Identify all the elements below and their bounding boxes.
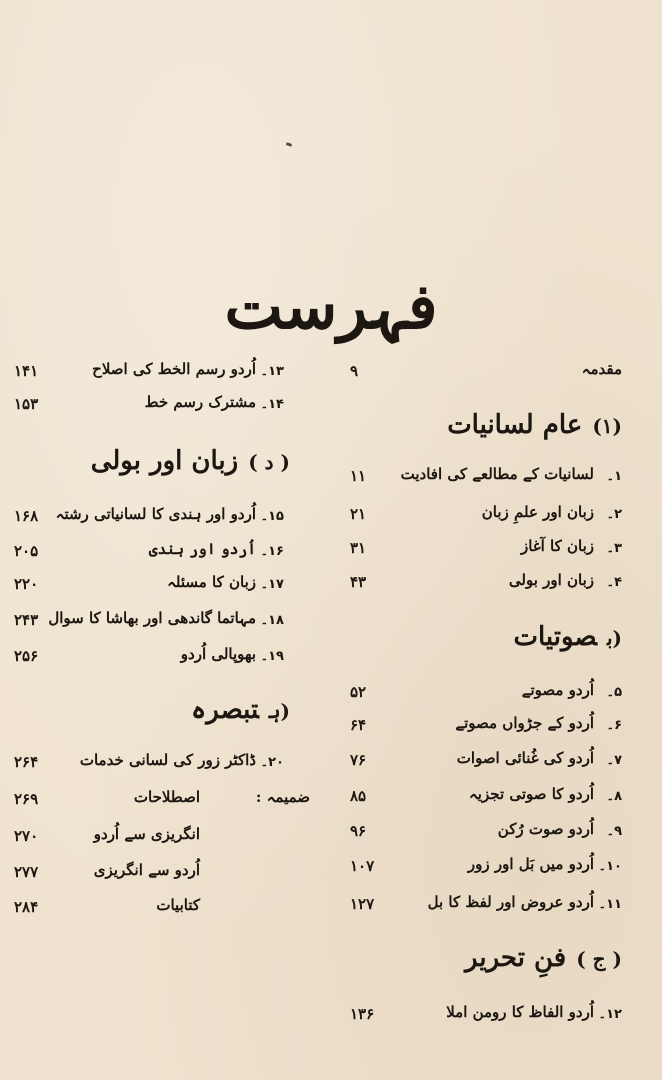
entry-page-number: ۱۲۷ [350,895,375,913]
entry-page-number: ۱۵۳ [14,395,39,413]
contents-entry [340,537,662,567]
section-heading [447,410,622,440]
entry-page-number: ۲۴۳ [14,611,39,629]
entry-number: ۵۔ [606,685,622,700]
section-letter: (ب [606,626,622,650]
contents-entry [340,820,662,850]
entry-title: زبان اور علمِ زبان [481,503,594,521]
section-title: زبان اور بولی [90,446,239,476]
contents-entry [340,465,662,495]
entry-number: ۸۔ [606,789,622,804]
entry-title: لسانیات کے مطالعے کی افادیت [400,465,594,483]
entry-number: ۳۔ [606,541,622,556]
contents-entry [340,503,662,533]
entry-page-number: ۲۶۴ [14,753,39,771]
entry-page-number: ۲۵۶ [14,647,39,665]
contents-entry [340,714,662,744]
entry-page-number: ۱۳۶ [350,1005,375,1023]
entry-number: ۱۔ [606,469,622,484]
contents-entry [340,893,662,923]
entry-page-number: ۲۷۰ [14,827,39,845]
entry-title: مہاتما گاندھی اور بھاشا کا سوال [48,609,256,627]
contents-entry [0,861,340,891]
entry-title: اُردو رسم الخط کی اصلاح [92,360,256,378]
entry-number: ۶۔ [606,718,622,733]
entry-title: اصطلاحات [133,788,200,806]
entry-page-number: ۵۲ [350,683,367,701]
section-letter: (ہ [268,699,290,723]
entry-title: زبان اور بولی [508,571,594,589]
appendix-label: ضمیمہ : [255,788,310,806]
contents-entry [340,1003,662,1033]
entry-title: اُردو کا صوتی تجزیہ [469,785,594,803]
section-heading [91,446,290,476]
section-letter: ( ج ) [576,947,622,971]
contents-entry [0,573,340,603]
entry-page-number: ۹ [350,362,359,380]
contents-entry [340,571,662,601]
entry-title: ڈاکٹر زور کی لسانی خدمات [79,751,256,769]
section-title: صوتیات [513,622,597,652]
section-title: فنِ تحریر [465,943,567,973]
entry-number: ۲۔ [606,507,622,522]
section-letter: (۱) [592,414,622,438]
entry-number: ۲۰۔ [260,755,284,770]
entry-page-number: ۲۰۵ [14,542,39,560]
entry-page-number: ۶۴ [350,716,367,734]
section-title: عام لسانیات [447,410,583,440]
entry-title: اُردو کی غُنائی اصوات [456,749,594,767]
contents-entry [340,749,662,779]
entry-title: اُردو عروض اور لفظ کا بل [427,893,594,911]
contents-entry [0,788,340,818]
section-heading [191,695,290,725]
entry-title: مقدمہ [581,360,622,378]
entry-number: ۱۰۔ [598,859,622,874]
contents-entry [340,855,662,885]
entry-page-number: ۳۱ [350,539,367,557]
contents-entry [0,360,340,390]
entry-page-number: ۱۰۷ [350,857,375,875]
entry-title: اُردو مصوتے [521,681,594,699]
entry-number: ۷۔ [606,753,622,768]
contents-entry [0,609,340,639]
section-title: تبصرہ [190,695,259,725]
entry-title: اُردو کے جڑواں مصوتے [455,714,594,732]
entry-page-number: ۲۶۹ [14,790,39,808]
entry-title: اُردو میں بَل اور زور [467,855,594,873]
entry-number: ۱۸۔ [260,613,284,628]
entry-number: ۱۹۔ [260,649,284,664]
entry-title: مشترک رسم خط [144,393,256,411]
contents-entry [0,825,340,855]
entry-title: اُردو اور ہندی [148,540,256,558]
entry-title: بھوپالی اُردو [180,645,256,663]
contents-entry [0,751,340,781]
entry-page-number: ۸۵ [350,787,367,805]
entry-title: زبان کا مسئلہ [167,573,256,591]
entry-title: کتابیات [156,896,200,914]
entry-page-number: ۲۱ [350,505,367,523]
entry-number: ۱۶۔ [260,544,284,559]
entry-number: ۱۷۔ [260,577,284,592]
contents-entry [0,540,340,570]
entry-page-number: ۱۶۸ [14,507,39,525]
entry-title: اُردو الفاظ کا رومن املا [446,1003,594,1021]
entry-title: اُردو سے انگریزی [93,861,200,879]
entry-page-number: ۷۶ [350,751,367,769]
section-letter: ( د ) [248,450,290,474]
contents-entry [0,645,340,675]
page-title: فہرست [224,270,438,343]
contents-entry [340,681,662,711]
contents-entry [340,785,662,815]
entry-number: ۱۴۔ [260,397,284,412]
section-heading [514,622,623,652]
entry-page-number: ۲۷۷ [14,863,39,881]
entry-number: ۱۱۔ [598,897,622,912]
entry-title: اُردو صوت رُکن [497,820,594,838]
entry-title: اُردو اور ہندی کا لسانیاتی رشتہ [55,505,256,523]
entry-number: ۱۵۔ [260,509,284,524]
section-heading [465,943,622,973]
contents-right-column [340,0,662,1080]
contents-entry [0,896,340,926]
entry-title: انگریزی سے اُردو [93,825,200,843]
contents-entry [340,360,662,390]
entry-number: ۹۔ [606,824,622,839]
entry-page-number: ۲۲۰ [14,575,39,593]
entry-page-number: ۴۳ [350,573,367,591]
contents-entry [0,505,340,535]
entry-page-number: ۱۱ [350,467,367,485]
contents-entry [0,393,340,423]
entry-number: ۱۲۔ [598,1007,622,1022]
entry-number: ۴۔ [606,575,622,590]
entry-number: ۱۳۔ [260,364,284,379]
entry-title: زبان کا آغاز [521,537,594,555]
entry-page-number: ۲۸۴ [14,898,39,916]
entry-page-number: ۱۴۱ [14,362,39,380]
entry-page-number: ۹۶ [350,822,367,840]
